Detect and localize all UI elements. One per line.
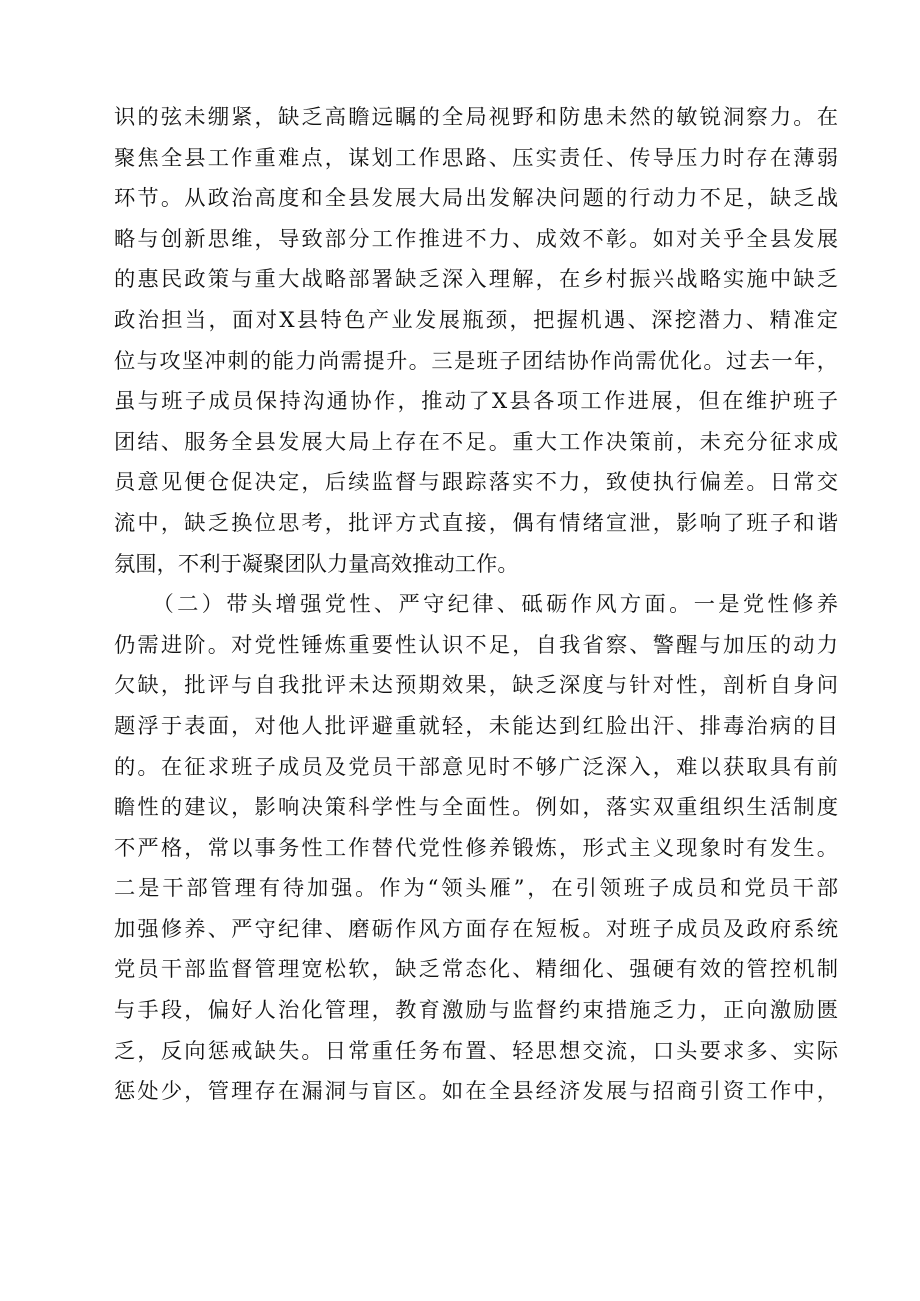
text-line: 瞻性的建议，影响决策科学性与全面性。例如，落实双重组织生活制度 [114,795,838,821]
text-line: 的。在征求班子成员及党员干部意见时不够广泛深入，难以获取具有前 [114,754,838,780]
text-line: 识的弦未绷紧，缺乏高瞻远瞩的全局视野和防患未然的敏锐洞察力。在 [114,105,838,130]
text-line: 政治担当，面对X县特色产业发展瓶颈，把握机遇、深挖潜力、精准定 [114,307,838,333]
text-line: 仍需进阶。对党性锤炼重要性认识不足，自我省察、警醒与加压的动力 [114,632,838,658]
text-line: 党员干部监督管理宽松软，缺乏常态化、精细化、强硬有效的管控机制 [114,957,838,983]
text-line: 略与创新思维，导致部分工作推进不力、成效不彰。如对关乎全县发展 [114,226,838,252]
text-line: 欠缺，批评与自我批评未达预期效果，缺乏深度与针对性，剖析自身问 [114,673,838,699]
text-line: 环节。从政治高度和全县发展大局出发解决问题的行动力不足，缺乏战 [114,186,838,212]
body-text [114,98,838,1113]
text-line: 聚焦全县工作重难点，谋划工作思路、压实责任、传导压力时存在薄弱 [114,145,838,171]
text-line: 二是干部管理有待加强。作为“领头雁”，在引领班子成员和党员干部 [114,876,838,902]
text-line: （二）带头增强党性、严守纪律、砥砺作风方面。一是党性修养 [114,592,838,618]
text-line: 虽与班子成员保持沟通协作，推动了X县各项工作进展，但在维护班子 [114,389,838,415]
text-line: 氛围，不利于凝聚团队力量高效推动工作。 [114,551,519,577]
text-line: 加强修养、严守纪律、磨砺作风方面存在短板。对班子成员及政府系统 [114,916,838,942]
text-line: 流中，缺乏换位思考，批评方式直接，偶有情绪宣泄，影响了班子和谐 [114,510,838,536]
text-line: 员意见便仓促决定，后续监督与跟踪落实不力，致使执行偏差。日常交 [114,470,838,496]
text-line: 的惠民政策与重大战略部署缺乏深入理解，在乡村振兴战略实施中缺乏 [114,267,838,293]
text-line: 乏，反向惩戒缺失。日常重任务布置、轻思想交流，口头要求多、实际 [114,1038,838,1064]
text-line: 题浮于表面，对他人批评避重就轻，未能达到红脸出汗、排毒治病的目 [114,713,838,739]
text-line: 团结、服务全县发展大局上存在不足。重大工作决策前，未充分征求成 [114,429,838,455]
text-line: 与手段，偏好人治化管理，教育激励与监督约束措施乏力，正向激励匮 [114,998,838,1024]
text-line: 不严格，常以事务性工作替代党性修养锻炼，形式主义现象时有发生。 [114,835,838,861]
text-line: 惩处少，管理存在漏洞与盲区。如在全县经济发展与招商引资工作中， [114,1079,838,1105]
text-line: 位与攻坚冲刺的能力尚需提升。三是班子团结协作尚需优化。过去一年， [114,348,838,374]
